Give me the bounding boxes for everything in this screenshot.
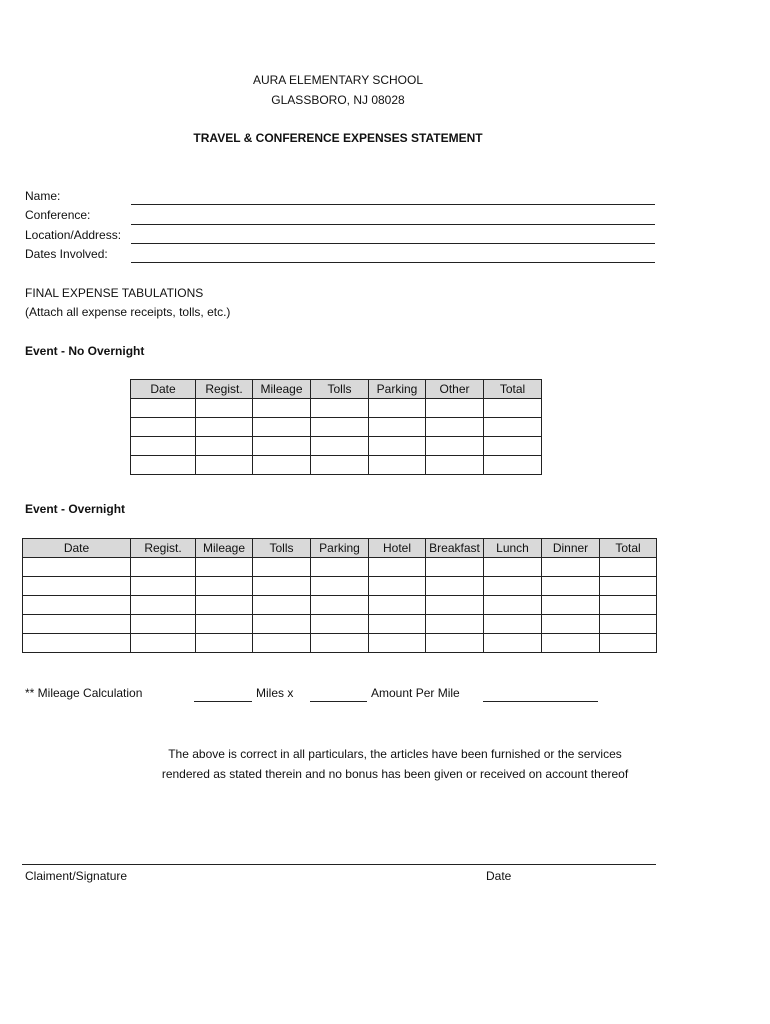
column-header: Breakfast xyxy=(426,539,484,558)
column-header: Hotel xyxy=(369,539,426,558)
amount-per-mile-label: Amount Per Mile xyxy=(371,686,460,700)
location-field[interactable] xyxy=(131,243,655,244)
table-header-row xyxy=(23,539,657,558)
table-cell[interactable] xyxy=(311,558,369,577)
table-cell[interactable] xyxy=(131,399,196,418)
table-cell[interactable] xyxy=(426,558,484,577)
no-overnight-heading: Event - No Overnight xyxy=(25,344,145,358)
table-cell[interactable] xyxy=(484,418,542,437)
column-header: Mileage xyxy=(253,380,311,399)
miles-label: Miles x xyxy=(256,686,294,700)
table-cell[interactable] xyxy=(600,615,657,634)
column-header: Date xyxy=(23,539,131,558)
tabulations-heading: FINAL EXPENSE TABULATIONS xyxy=(25,286,204,300)
table-cell[interactable] xyxy=(369,456,426,475)
table-cell[interactable] xyxy=(253,577,311,596)
column-header: Total xyxy=(484,380,542,399)
table-cell[interactable] xyxy=(542,615,600,634)
column-header: Total xyxy=(600,539,657,558)
column-header: Lunch xyxy=(484,539,542,558)
dates-field[interactable] xyxy=(131,262,655,263)
name-label: Name: xyxy=(25,189,61,203)
table-cell[interactable] xyxy=(311,456,369,475)
table-cell[interactable] xyxy=(23,596,131,615)
table-cell[interactable] xyxy=(426,437,484,456)
table-cell[interactable] xyxy=(426,456,484,475)
table-cell[interactable] xyxy=(131,437,196,456)
tabulations-note: (Attach all expense receipts, tolls, etc.) xyxy=(25,305,231,319)
amount-field[interactable] xyxy=(483,701,598,702)
table-row xyxy=(131,418,542,437)
column-header: Parking xyxy=(369,380,426,399)
form-title: TRAVEL & CONFERENCE EXPENSES STATEMENT xyxy=(193,131,483,145)
table-cell[interactable] xyxy=(253,596,311,615)
column-header: Parking xyxy=(311,539,369,558)
mileage-label: ** Mileage Calculation xyxy=(25,686,143,700)
table-cell[interactable] xyxy=(369,558,426,577)
school-city: GLASSBORO, NJ 08028 xyxy=(271,93,405,107)
table-cell[interactable] xyxy=(426,577,484,596)
table-cell[interactable] xyxy=(196,558,253,577)
table-cell[interactable] xyxy=(196,615,253,634)
table-cell[interactable] xyxy=(311,615,369,634)
table-cell[interactable] xyxy=(196,596,253,615)
name-field[interactable] xyxy=(131,204,655,205)
location-label: Location/Address: xyxy=(25,228,122,242)
table-cell[interactable] xyxy=(311,399,369,418)
table-cell[interactable] xyxy=(23,558,131,577)
school-name: AURA ELEMENTARY SCHOOL xyxy=(252,73,424,87)
table-cell[interactable] xyxy=(253,437,311,456)
table-cell[interactable] xyxy=(369,399,426,418)
column-header: Other xyxy=(426,380,484,399)
table-cell[interactable] xyxy=(542,634,600,653)
table-cell[interactable] xyxy=(23,634,131,653)
no-overnight-table xyxy=(130,379,542,475)
table-cell[interactable] xyxy=(196,437,253,456)
table-cell[interactable] xyxy=(484,456,542,475)
table-cell[interactable] xyxy=(253,399,311,418)
conference-label: Conference: xyxy=(25,208,91,222)
table-cell[interactable] xyxy=(131,634,196,653)
column-header: Regist. xyxy=(131,539,196,558)
table-cell[interactable] xyxy=(311,596,369,615)
table-cell[interactable] xyxy=(131,558,196,577)
table-cell[interactable] xyxy=(426,615,484,634)
signature-date-label: Date xyxy=(486,869,512,883)
table-cell[interactable] xyxy=(369,615,426,634)
table-row xyxy=(131,437,542,456)
table-row xyxy=(23,596,657,615)
column-header: Regist. xyxy=(196,380,253,399)
table-cell[interactable] xyxy=(484,399,542,418)
table-cell[interactable] xyxy=(484,437,542,456)
table-cell[interactable] xyxy=(426,596,484,615)
table-cell[interactable] xyxy=(484,634,542,653)
table-cell[interactable] xyxy=(484,596,542,615)
overnight-table xyxy=(22,538,657,653)
table-cell[interactable] xyxy=(369,418,426,437)
table-cell[interactable] xyxy=(131,418,196,437)
table-cell[interactable] xyxy=(311,577,369,596)
column-header: Tolls xyxy=(311,380,369,399)
table-cell[interactable] xyxy=(542,596,600,615)
table-row xyxy=(23,634,657,653)
table-cell[interactable] xyxy=(311,437,369,456)
table-cell[interactable] xyxy=(600,596,657,615)
conference-field[interactable] xyxy=(131,224,655,225)
table-cell[interactable] xyxy=(542,558,600,577)
table-cell[interactable] xyxy=(196,418,253,437)
table-cell[interactable] xyxy=(484,558,542,577)
table-cell[interactable] xyxy=(23,615,131,634)
table-cell[interactable] xyxy=(600,558,657,577)
table-cell[interactable] xyxy=(131,456,196,475)
table-cell[interactable] xyxy=(253,615,311,634)
table-row xyxy=(23,615,657,634)
table-cell[interactable] xyxy=(369,634,426,653)
table-cell[interactable] xyxy=(311,418,369,437)
table-cell[interactable] xyxy=(369,577,426,596)
table-cell[interactable] xyxy=(131,615,196,634)
table-cell[interactable] xyxy=(253,634,311,653)
table-cell[interactable] xyxy=(600,634,657,653)
table-cell[interactable] xyxy=(369,437,426,456)
table-row xyxy=(131,399,542,418)
column-header: Tolls xyxy=(253,539,311,558)
rate-field[interactable] xyxy=(310,701,367,702)
miles-field[interactable] xyxy=(194,701,252,702)
certification-line-1: The above is correct in all particulars, the articles have been furnished or the services xyxy=(168,747,622,761)
table-cell[interactable] xyxy=(311,634,369,653)
dates-label: Dates Involved: xyxy=(25,247,108,261)
table-cell[interactable] xyxy=(253,418,311,437)
table-row xyxy=(23,577,657,596)
table-cell[interactable] xyxy=(196,577,253,596)
table-row xyxy=(131,456,542,475)
signature-label: Claiment/Signature xyxy=(25,869,128,883)
table-cell[interactable] xyxy=(426,634,484,653)
table-cell[interactable] xyxy=(253,558,311,577)
table-cell[interactable] xyxy=(484,577,542,596)
table-cell[interactable] xyxy=(600,577,657,596)
table-cell[interactable] xyxy=(542,577,600,596)
table-cell[interactable] xyxy=(426,418,484,437)
table-header-row xyxy=(131,380,542,399)
table-row xyxy=(23,558,657,577)
column-header: Date xyxy=(131,380,196,399)
table-cell[interactable] xyxy=(196,456,253,475)
table-cell[interactable] xyxy=(369,596,426,615)
column-header: Mileage xyxy=(196,539,253,558)
column-header: Dinner xyxy=(542,539,600,558)
table-cell[interactable] xyxy=(131,596,196,615)
signature-line[interactable] xyxy=(22,864,656,865)
table-cell[interactable] xyxy=(196,399,253,418)
table-cell[interactable] xyxy=(196,634,253,653)
table-cell[interactable] xyxy=(426,399,484,418)
table-cell[interactable] xyxy=(253,456,311,475)
overnight-heading: Event - Overnight xyxy=(25,502,126,516)
certification-line-2: rendered as stated therein and no bonus has been given or received on account thereof xyxy=(161,767,629,781)
table-cell[interactable] xyxy=(131,577,196,596)
table-cell[interactable] xyxy=(484,615,542,634)
table-cell[interactable] xyxy=(23,577,131,596)
